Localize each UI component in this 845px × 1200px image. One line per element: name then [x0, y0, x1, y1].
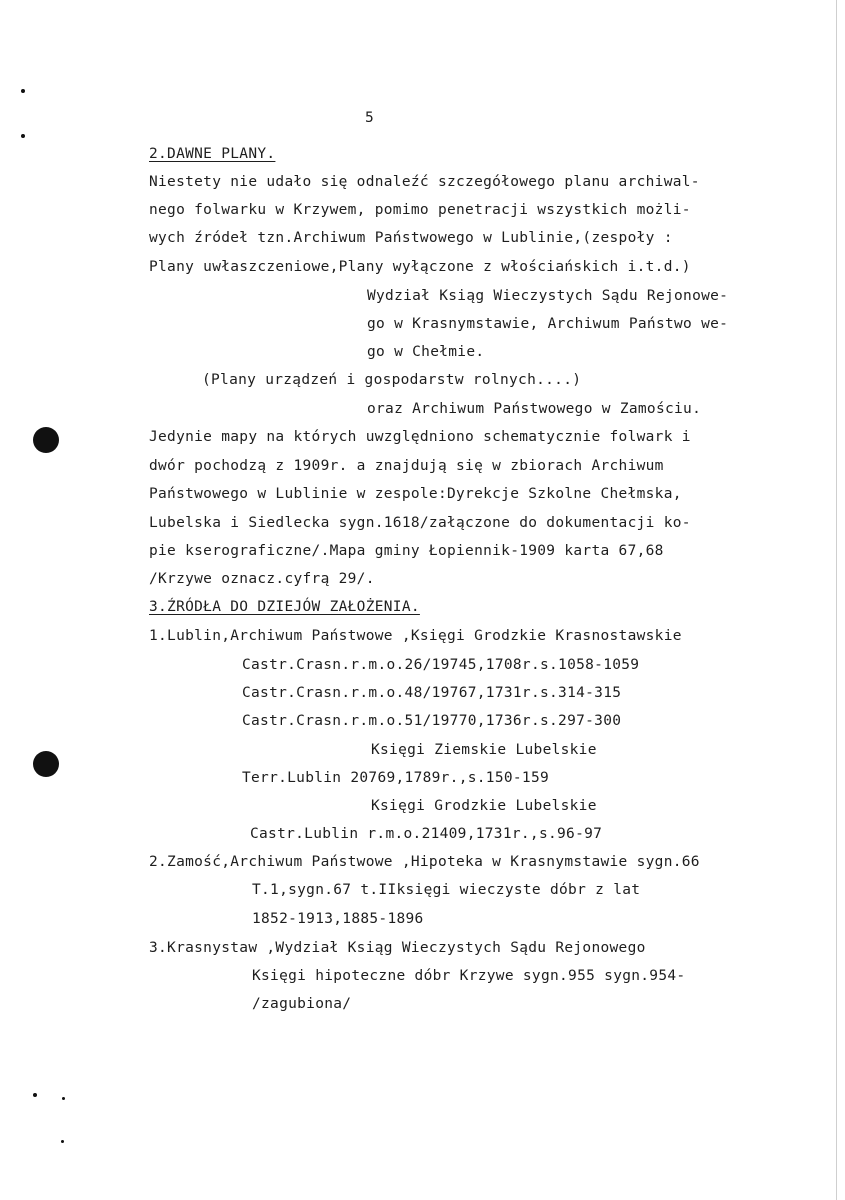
page-number: 5 [365, 110, 375, 126]
source-line: 1852-1913,1885-1896 [252, 911, 424, 927]
source-line: Księgi Ziemskie Lubelskie [371, 742, 597, 758]
source-line: Castr.Crasn.r.m.o.26/19745,1708r.s.1058-1059 [242, 657, 640, 673]
section-3-heading: 3.ŹRÓDŁA DO DZIEJÓW ZAŁOŻENIA. [149, 599, 420, 615]
body-line: /Krzywe oznacz.cyfrą 29/. [149, 571, 375, 587]
body-line: Plany uwłaszczeniowe,Plany wyłączone z włościańskich i.t.d.) [149, 259, 691, 275]
body-line: nego folwarku w Krzywem, pomimo penetracji wszystkich możli- [149, 202, 691, 218]
margin-dot [21, 89, 25, 93]
punch-hole [33, 751, 59, 777]
source-line: 1.Lublin,Archiwum Państwowe ,Księgi Grodzkie Krasnostawskie [149, 628, 682, 644]
body-line: Jedynie mapy na których uwzględniono schematycznie folwark i [149, 429, 691, 445]
source-line: Castr.Crasn.r.m.o.48/19767,1731r.s.314-315 [242, 685, 622, 701]
body-line: go w Krasnymstawie, Archiwum Państwo we- [367, 316, 729, 332]
body-line: Lubelska i Siedlecka sygn.1618/załączone do dokumentacji ko- [149, 515, 691, 531]
right-page-edge [836, 0, 837, 1200]
source-line: Księgi hipoteczne dóbr Krzywe sygn.955 sygn.954- [252, 968, 686, 984]
source-line: /zagubiona/ [252, 996, 352, 1012]
body-line: pie kserograficzne/.Mapa gminy Łopiennik-1909 karta 67,68 [149, 543, 664, 559]
body-line: wych źródeł tzn.Archiwum Państwowego w Lublinie,(zespoły : [149, 230, 673, 246]
source-line: 3.Krasnystaw ,Wydział Ksiąg Wieczystych Sądu Rejonowego [149, 940, 646, 956]
margin-dot [33, 1093, 37, 1097]
body-line: (Plany urządzeń i gospodarstw rolnych....) [202, 372, 582, 388]
source-line: 2.Zamość,Archiwum Państwowe ,Hipoteka w Krasnymstawie sygn.66 [149, 854, 700, 870]
margin-dot [21, 134, 25, 138]
source-line: Terr.Lublin 20769,1789r.,s.150-159 [242, 770, 550, 786]
body-line: Niestety nie udało się odnaleźć szczegółowego planu archiwal- [149, 174, 700, 190]
margin-dot [62, 1097, 65, 1100]
source-line: Castr.Lublin r.m.o.21409,1731r.,s.96-97 [250, 826, 603, 842]
punch-hole [33, 427, 59, 453]
body-line: dwór pochodzą z 1909r. a znajdują się w zbiorach Archiwum [149, 458, 664, 474]
source-line: T.1,sygn.67 t.IIksięgi wieczyste dóbr z lat [252, 882, 641, 898]
body-line: go w Chełmie. [367, 344, 485, 360]
source-line: Castr.Crasn.r.m.o.51/19770,1736r.s.297-300 [242, 713, 622, 729]
section-2-heading: 2.DAWNE PLANY. [149, 146, 276, 162]
body-line: Państwowego w Lublinie w zespole:Dyrekcje Szkolne Chełmska, [149, 486, 682, 502]
body-line: Wydział Ksiąg Wieczystych Sądu Rejonowe- [367, 288, 729, 304]
margin-dot [61, 1140, 64, 1143]
body-line: oraz Archiwum Państwowego w Zamościu. [367, 401, 702, 417]
source-line: Księgi Grodzkie Lubelskie [371, 798, 597, 814]
